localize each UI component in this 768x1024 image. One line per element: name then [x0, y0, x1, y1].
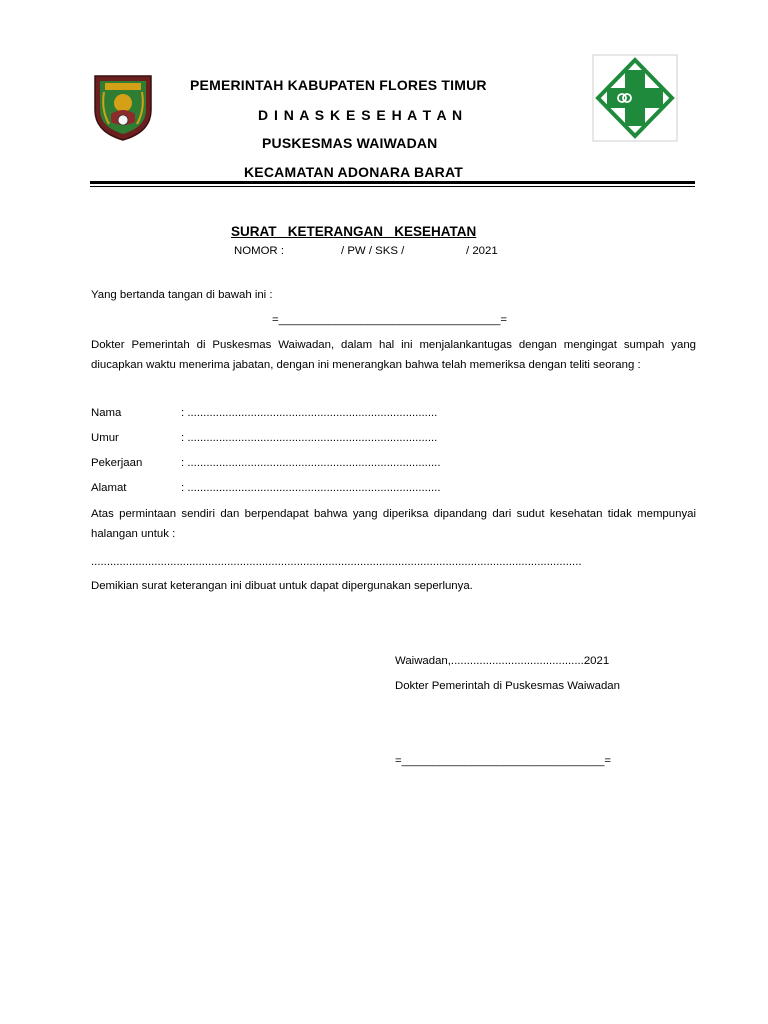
field-value-pekerjaan: : ................................................................................	[181, 457, 441, 469]
nomor-year: / 2021	[466, 245, 498, 257]
nomor-label: NOMOR :	[234, 245, 284, 257]
header-district: KECAMATAN ADONARA BARAT	[244, 164, 463, 180]
header-department: D I N A S K E S E H A T A N	[258, 107, 464, 123]
header-divider-thin	[90, 186, 695, 187]
nomor-code: / PW / SKS /	[341, 245, 405, 257]
header-puskesmas: PUSKESMAS WAIWADAN	[262, 135, 438, 151]
regency-crest-icon	[91, 70, 155, 142]
closing-text: Demikian surat keterangan ini dibuat untuk dapat dipergunakan seperlunya.	[91, 580, 473, 592]
opinion-paragraph: Atas permintaan sendiri dan berpendapat bahwa yang diperiksa dipandang dari sudut kesehatan tidak mempunyai halangan untuk :	[91, 508, 696, 540]
signature-name-blank: =________________________________=	[395, 755, 612, 767]
field-label-pekerjaan: Pekerjaan	[91, 457, 143, 469]
field-label-nama: Nama	[91, 407, 122, 419]
field-label-alamat: Alamat	[91, 482, 127, 494]
signature-position: Dokter Pemerintah di Puskesmas Waiwadan	[395, 680, 620, 692]
header-government: PEMERINTAH KABUPATEN FLORES TIMUR	[190, 77, 487, 93]
field-value-alamat: : ................................................................................	[181, 482, 441, 494]
declaration-paragraph: Dokter Pemerintah di Puskesmas Waiwadan, dalam hal ini menjalankantugas dengan mengingat sumpah yang diucapkan waktu menerima jabatan, dengan ini menerangkan bahwa telah memeriksa dengan teliti seorang :	[91, 339, 696, 371]
field-label-umur: Umur	[91, 432, 119, 444]
puskesmas-cross-icon	[592, 54, 678, 142]
signature-place-date: Waiwadan,..........................................2021	[395, 655, 610, 667]
field-value-nama: : ...............................................................................	[181, 407, 438, 419]
purpose-line: ...........................................................................................................................................................	[91, 556, 582, 568]
document-title: SURAT KETERANGAN KESEHATAN	[231, 224, 477, 239]
signer-name-blank: =___________________________________=	[272, 314, 508, 326]
intro-text: Yang bertanda tangan di bawah ini :	[91, 289, 273, 301]
field-value-umur: : ...............................................................................	[181, 432, 438, 444]
header-divider-thick	[90, 181, 695, 184]
